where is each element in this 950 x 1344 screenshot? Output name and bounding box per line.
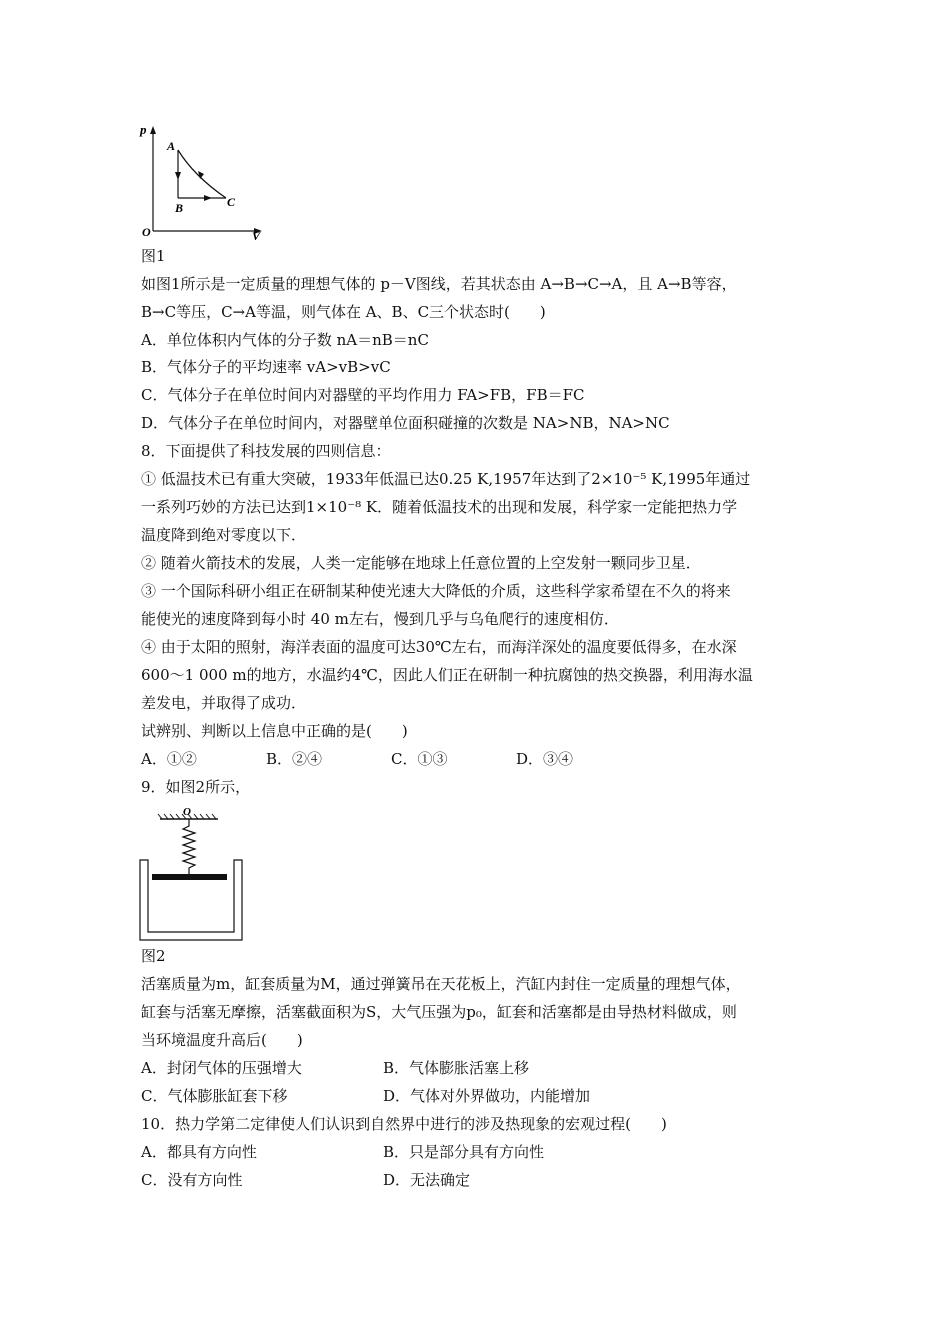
q8-info-1-line-2: 一系列巧妙的方法已达到1×10⁻⁸ K．随着低温技术的出现和发展，科学家一定能把热力学 (141, 498, 738, 516)
v-axis-label: V (252, 229, 261, 243)
cylinder-spring-diagram (138, 804, 248, 944)
q9-options-row-1 (141, 1058, 529, 1078)
q8-option-a: A．①② (141, 750, 197, 768)
q8-info-4-line-2: 600～1 000 m的地方，水温约4℃，因此人们正在研制一种抗腐蚀的热交换器，利用海水温 (141, 666, 753, 684)
q9-options-row-2 (141, 1086, 590, 1106)
q8-info-3-line-1: ③ 一个国际科研小组正在研制某种使光速大大降低的介质，这些科学家希望在不久的将来 (141, 582, 731, 600)
figure-2-caption: 图2 (141, 947, 166, 965)
q8-info-2: ② 随着火箭技术的发展，人类一定能够在地球上任意位置的上空发射一颗同步卫星． (141, 554, 701, 572)
pv-diagram (138, 118, 268, 243)
q8-info-1-line-3: 温度降到绝对零度以下． (141, 526, 307, 544)
origin-label: O (142, 225, 151, 239)
q8-info-3-line-2: 能使光的速度降到每小时 40 m左右，慢到几乎与乌龟爬行的速度相仿． (141, 610, 619, 628)
q7-option-a: A．单位体积内气体的分子数 nA＝nB＝nC (141, 331, 429, 349)
q9-stem: 9．如图2所示， (141, 778, 251, 796)
q9-option-d: D．气体对外界做功，内能增加 (383, 1087, 591, 1105)
q10-option-b: B．只是部分具有方向性 (383, 1143, 545, 1161)
point-b-label: B (175, 201, 184, 215)
ceiling-point-o-label: 图2 (138, 804, 140, 805)
ceiling-o-label: O (183, 806, 191, 818)
q10-options-row-1 (141, 1142, 544, 1162)
q8-info-4-line-1: ④ 由于太阳的照射，海洋表面的温度可达30℃左右，而海洋深处的温度要低得多，在水深 (141, 638, 737, 656)
q10-options-row-2 (141, 1170, 470, 1190)
q8-stem: 8．下面提供了科技发展的四则信息： (141, 442, 391, 460)
q10-option-a: A．都具有方向性 (141, 1143, 257, 1161)
figure-1-caption: 图1 (141, 247, 166, 265)
q9-option-b: B．气体膨胀活塞上移 (383, 1059, 530, 1077)
q8-options (141, 749, 573, 769)
q7-stem-line-1: 如图1所示是一定质量的理想气体的 p－V图线，若其状态由 A→B→C→A，且 A→B等容， (141, 275, 737, 293)
q8-info-4-line-3: 差发电，并取得了成功． (141, 694, 307, 712)
q9-body-line-2: 缸套与活塞无摩擦，活塞截面积为S，大气压强为p₀，缸套和活塞都是由导热材料做成，则 (141, 1003, 737, 1021)
q7-option-b: B．气体分子的平均速率 vA>vB>vC (141, 358, 391, 376)
q7-option-c: C．气体分子在单位时间内对器壁的平均作用力 FA>FB，FB＝FC (141, 386, 585, 404)
point-c-label: C (227, 195, 236, 209)
q9-body-line-1: 活塞质量为m，缸套质量为M，通过弹簧吊在天花板上，汽缸内封住一定质量的理想气体， (141, 975, 741, 993)
q7-option-d: D．气体分子在单位时间内，对器壁单位面积碰撞的次数是 NA>NB，NA>NC (141, 414, 670, 432)
q8-option-c: C．①③ (391, 750, 448, 768)
q10-option-c: C．没有方向性 (141, 1171, 243, 1189)
point-a-label: A (167, 139, 176, 153)
q8-info-1-line-1: ① 低温技术已有重大突破，1933年低温已达0.25 K,1957年达到了2×10⁻⁵ K,1995年通过 (141, 470, 751, 488)
q8-ask: 试辨别、判断以上信息中正确的是( ) (141, 722, 408, 740)
q7-stem-line-2: B→C等压，C→A等温，则气体在 A、B、C三个状态时( ) (141, 303, 546, 321)
p-axis-label: p (140, 122, 147, 137)
q10-stem: 10．热力学第二定律使人们认识到自然界中进行的涉及热现象的宏观过程( ) (141, 1115, 667, 1133)
q9-option-c: C．气体膨胀缸套下移 (141, 1087, 288, 1105)
q8-option-d: D．③④ (516, 750, 574, 768)
q9-option-a: A．封闭气体的压强增大 (141, 1059, 302, 1077)
q10-option-d: D．无法确定 (383, 1171, 471, 1189)
q9-body-line-3: 当环境温度升高后( ) (141, 1031, 303, 1049)
q8-option-b: B．②④ (266, 750, 323, 768)
